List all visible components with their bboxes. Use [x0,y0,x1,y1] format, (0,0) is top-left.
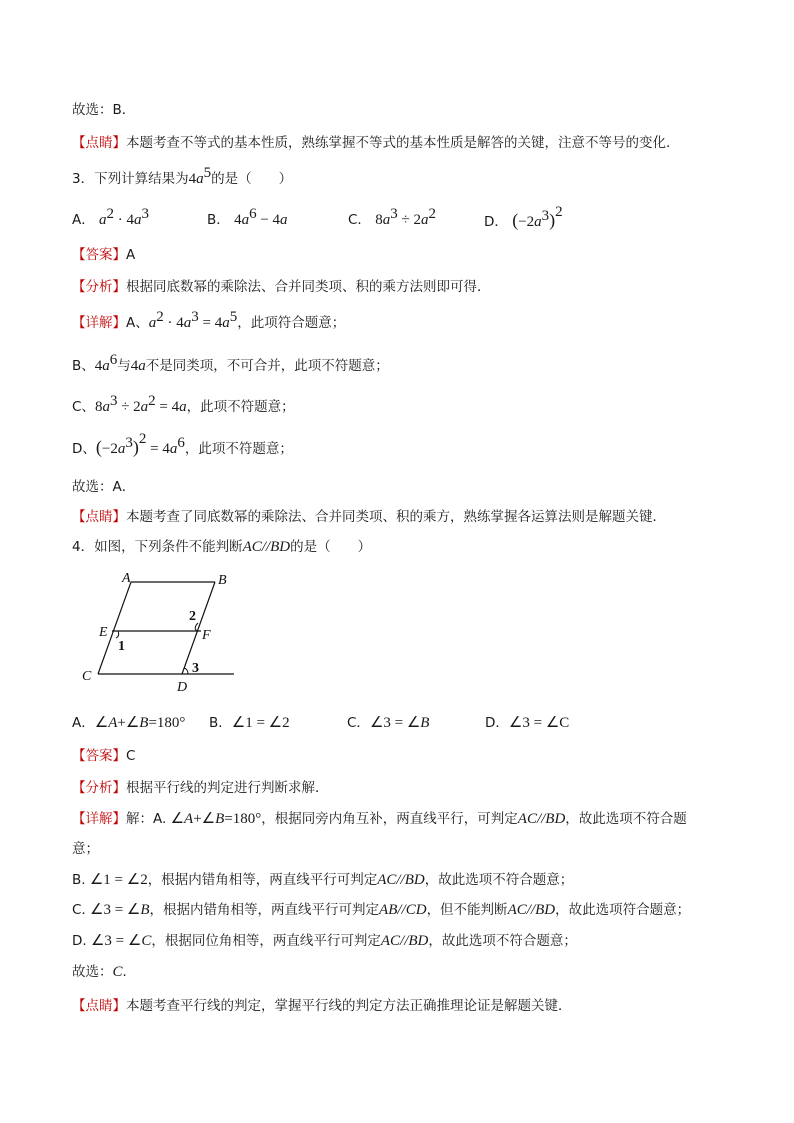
q3-option-d: D． $(-2a^3)^2$ [484,204,563,230]
q3-choose-line [72,477,135,497]
q4-option-d-label: D． [485,715,509,731]
q4-detail-c: C. ∠3 = ∠B，根据内错角相等，两直线平行可判定AB//CD，但不能判断AC//BD，故此选项符合题意； [72,902,691,918]
q4-stem-text: 4．如图，下列条件不能判断 [72,539,243,555]
answer-tag: 【答案】 [72,247,126,263]
q4-analysis: 根据平行线的判定进行判断求解． [126,780,329,796]
label-f: F [202,628,211,643]
q4-stem-bd: BD [270,539,291,555]
q4-detail-c-mid2: ，但不能判断 [426,902,508,918]
q4-choose-end: ． [122,964,137,980]
q4-option-a-label: A． [72,715,95,731]
q4-detail-c-suffix: ，故此选项符合题意； [555,902,691,918]
choose-b-text: 故选：B． [72,102,136,118]
parallelogram-figure [72,570,252,700]
q4-answer-line [72,746,135,766]
q4-note-tag: 【点睛】 [72,998,126,1014]
q3-answer-line [72,245,135,265]
label-angle-2: 2 [189,609,196,624]
detail-b-mid: 与 [117,358,131,374]
label-angle-1: 1 [118,639,125,654]
q4-stem-parallel: // [261,539,271,555]
q3-note-tag: 【点睛】 [72,509,126,525]
q4-note-line [72,996,572,1016]
question-3-stem: 3．下列计算结果为$4a^5$的是（ ） [72,165,293,187]
q4-detail-d-prefix: D. [72,933,87,949]
q4-detail-a-end: 意； [72,841,99,857]
angle-1-arc [116,631,119,638]
q4-detail-b-prefix: B. [72,872,86,888]
q4-option-c: C．∠3 = ∠B [347,715,430,731]
q4-detail-b-mid: ，根据内错角相等，两直线平行可判定 [147,872,378,888]
angle-3-arc [184,668,188,674]
q3-choose: 故选：A． [72,479,136,495]
q3-analysis: 根据同底数幂的乘除法、合并同类项、积的乘方法则即可得． [126,279,491,295]
q3-option-c-label: C． [348,212,371,228]
detail-c-prefix: C、 [72,399,95,415]
q4-choose-prefix: 故选： [72,964,113,980]
q4-option-b: B．∠1 = ∠2 [209,715,290,731]
q3-option-d-label: D． [484,214,508,230]
label-a: A [122,571,131,586]
q3-option-a-label: A． [72,212,95,228]
detail-a-prefix: A、 [126,315,149,331]
q3-analysis-line [72,277,491,297]
q4-analysis-line [72,778,329,798]
q4-answer: C [126,748,136,764]
q3-stem-end: 的是（ ） [211,171,293,187]
q3-detail-a: 【详解】A、$a^2 \cdot 4a^3 = 4a^5$，此项符合题意； [72,309,346,331]
q3-stem-text: 3．下列计算结果为 [72,171,189,187]
label-angle-3: 3 [192,661,199,676]
label-d: D [177,680,188,695]
q4-detail-d-suffix: ，故此选项不符合题意； [428,933,577,949]
detail-tag: 【详解】 [72,315,126,331]
detail-d-suffix: ，此项不符题意； [184,441,293,457]
q4-answer-tag: 【答案】 [72,748,126,764]
q4-detail-a-wrap [72,839,99,859]
q4-detail-tag: 【详解】 [72,811,126,827]
q4-detail-c-prefix: C. [72,902,86,918]
q3-detail-c: C、$8a^3 \div 2a^2 = 4a$，此项不符题意； [72,393,295,415]
q4-choose-line [72,962,136,982]
detail-b-prefix: B、 [72,358,95,374]
q4-detail-a: 【详解】解：A. ∠A+∠B=180°，根据同旁内角互补，两直线平行，可判定AC//BD，故此选项不符合题 [72,811,687,827]
detail-c-suffix: ，此项不符题意； [186,399,295,415]
label-b: B [218,573,227,588]
label-c: C [82,669,92,684]
analysis-tag: 【分析】 [72,279,126,295]
q3-note: 本题考查了同底数幂的乘除法、合并同类项、积的乘方，熟练掌握各运算法则是解题关键． [126,509,666,525]
choose-b-line [72,100,135,120]
q4-detail-d: D. ∠3 = ∠C，根据同位角相等，两直线平行可判定AC//BD，故此选项不符合题意； [72,933,577,949]
q3-option-b: B． $4a^6 - 4a$ [207,206,288,228]
q3-option-c: C． $8a^3 \div 2a^2$ [348,206,436,228]
q4-detail-a-prefix: 解：A. [126,811,167,827]
q3-detail-d: D、$(-2a^3)^2 = 4a^6$，此项不符题意； [72,431,293,457]
note-tag: 【点睛】 [72,135,126,151]
q4-analysis-tag: 【分析】 [72,780,126,796]
q4-detail-d-mid: ，根据同位角相等，两直线平行可判定 [151,933,381,949]
q3-detail-b: B、$4a^6$与4a不是同类项，不可合并，此项不符题意； [72,352,389,374]
q4-stem-ac: AC [242,539,262,555]
label-e: E [99,625,108,640]
detail-d-prefix: D、 [72,441,96,457]
detail-a-suffix: ，此项符合题意； [237,315,346,331]
q4-option-d: D．∠3 = ∠C [485,715,570,731]
q4-detail-a-suffix: ，故此选项不符合题 [565,811,687,827]
q4-detail-c-mid: ，根据内错角相等，两直线平行可判定 [149,902,380,918]
q4-option-b-label: B． [209,715,232,731]
q4-detail-b-suffix: ，故此选项不符合题意； [424,872,574,888]
note-line-q2 [72,133,680,153]
q4-choose-answer: C [112,964,123,980]
q4-detail-a-mid: ，根据同旁内角互补，两直线平行，可判定 [261,811,518,827]
q3-answer: A [126,247,136,263]
q3-option-b-label: B． [207,212,230,228]
q4-note: 本题考查平行线的判定，掌握平行线的判定方法正确推理论证是解题关键． [126,998,572,1014]
q4-option-c-label: C． [347,715,370,731]
q4-option-a: A．∠A+∠B=180° [72,715,186,731]
q4-stem-end: 的是（ ） [290,539,372,555]
q4-detail-b: B. ∠1 = ∠2，根据内错角相等，两直线平行可判定AC//BD，故此选项不符合题意； [72,872,574,888]
q3-option-a: A． $a^2 \cdot 4a^3$ [72,206,150,228]
question-4-stem [72,537,371,557]
detail-b-suffix: 不是同类项，不可合并，此项不符题意； [145,358,389,374]
note-text: 本题考查不等式的基本性质，熟练掌握不等式的基本性质是解答的关键，注意不等号的变化． [126,135,680,151]
q3-note-line [72,507,666,527]
